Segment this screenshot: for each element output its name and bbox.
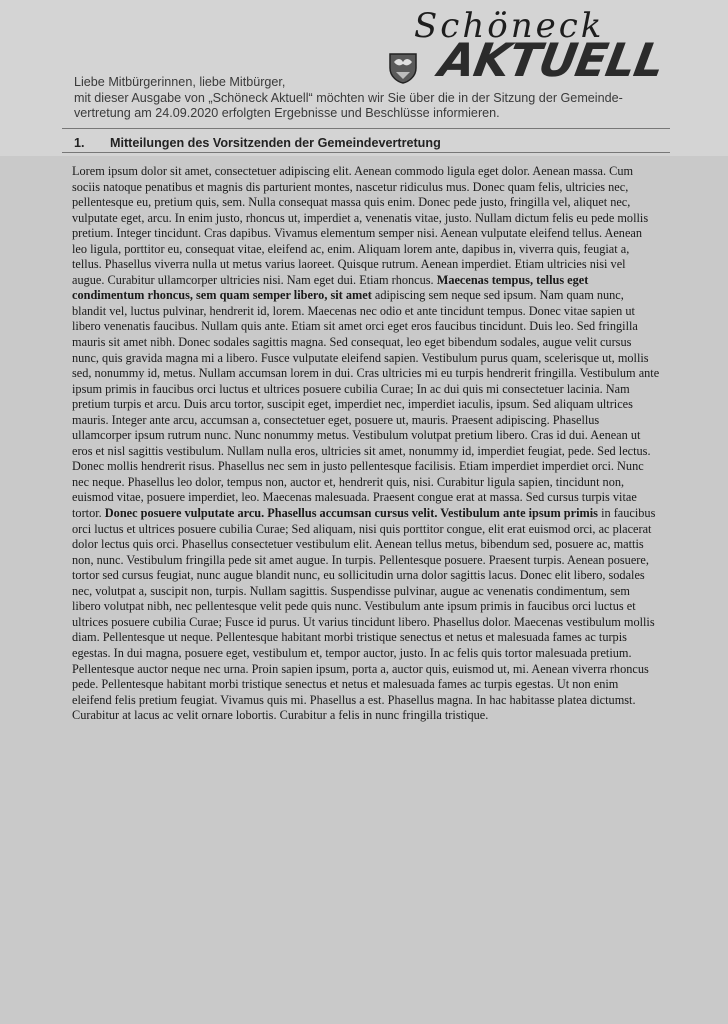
logo-title-bold: AKTUELL (435, 33, 668, 87)
greeting-line: mit dieser Ausgabe von „Schöneck Aktuell“ möchten wir Sie über die in der Sitzung der Gemeinde- (74, 90, 623, 105)
body-paragraph: adipiscing sem neque sed ipsum. Nam quam nunc, blandit vel, luctus pulvinar, hendrerit id, lorem. Maecenas nec odio et ante tincidunt tempus. Donec vitae sapien ut libero venenatis faucibus. Nullam quis ante. Etiam sit amet orci eget eros faucibus tincidunt. Duis leo. Sed fringilla mauris sit amet nibh. Donec sodales sagittis magna. Sed consequat, leo eget bibendum sodales, augue velit cursus nunc, quis gravida magna mi a libero. Fusce vulputate eleifend sapien. Vestibulum purus quam, scelerisque ut, mollis sed, nonummy id, metus. Nullam accumsan lorem in dui. Cras ultricies mi eu turpis hendrerit fringilla. Vestibulum ante ipsum primis in faucibus orci luctus et ultrices posuere cubilia Curae; In ac dui quis mi consectetuer lacinia. Nam pretium turpis et arcu. Duis arcu tortor, suscipit eget, imperdiet nec, imperdiet iaculis, ipsum. Sed aliquam ultrices mauris. Integer ante arcu, accumsan a, consectetuer eget, posuere ut, mauris. Praesent adipiscing. Phasellus ullamcorper ipsum rutrum nunc. Nunc nonummy metus. Vestibulum volutpat pretium libero. Cras id dui. Aenean ut eros et nisl sagittis vestibulum. Nullam nulla eros, ultricies sit amet, nonummy id, imperdiet feugiat, pede. Sed lectus. Donec mollis hendrerit risus. Phasellus nec sem in justo pellentesque facilisis. Etiam imperdiet imperdiet orci. Nunc nec neque. Phasellus leo dolor, tempus non, auctor et, hendrerit quis, nisi. Curabitur ligula sapien, tincidunt non, euismod vitae, posuere imperdiet, leo. Maecenas malesuada. Praesent congue erat at massa. Sed cursus turpis vitae tortor. (72, 288, 660, 521)
divider-rule (62, 128, 670, 129)
greeting-line: vertretung am 24.09.2020 erfolgten Ergebnisse und Beschlüsse informieren. (74, 106, 500, 120)
divider-rule (62, 152, 670, 153)
greeting-block (74, 75, 704, 122)
logo-title-script: Schöneck (414, 6, 605, 46)
section-title: Mitteilungen des Vorsitzenden der Gemeindevertretung (110, 136, 441, 150)
body-bold-sentence: Maecenas tempus, tellus eget condimentum rhoncus, sem quam semper libero, sit amet (72, 272, 589, 303)
body-text (72, 164, 660, 724)
body-paragraph: in faucibus orci luctus et ultrices posuere cubilia Curae; Sed aliquam, nisi quis porttitor congue, elit erat euismod orci, ac placerat dolor lectus quis orci. Phasellus consectetuer vestibulum elit. Aenean tellus metus, bibendum sed, posuere ac, mattis non, nunc. Vestibulum fringilla pede sit amet augue. In turpis. Pellentesque posuere. Praesent turpis. Aenean posuere, tortor sed cursus feugiat, nunc augue blandit nunc, eu sollicitudin urna dolor sagittis lacus. Donec elit libero, sodales nec, volutpat a, suscipit non, turpis. Nullam sagittis. Suspendisse pulvinar, augue ac venenatis condimentum, sem libero volutpat nibh, nec pellentesque velit pede quis nunc. Vestibulum ante ipsum primis in faucibus orci luctus et ultrices posuere cubilia Curae; Fusce id purus. Ut varius tincidunt libero. Phasellus dolor. Maecenas vestibulum mollis diam. Pellentesque ut neque. Pellentesque habitant morbi tristique senectus et netus et malesuada fames ac turpis egestas. In dui magna, posuere eget, vestibulum et, tempor auctor, justo. In ac felis quis tortor malesuada pretium. Pellentesque auctor neque nec urna. Proin sapien ipsum, porta a, auctor quis, euismod ut, mi. Aenean viverra rhoncus pede. Pellentesque habitant morbi tristique senectus et netus et malesuada fames ac turpis egestas. Ut non enim eleifend felis pretium feugiat. Vivamus quis mi. Phasellus a est. Phasellus magna. In hac habitasse platea dictumst. Curabitur at lacus ac velit ornare lobortis. Curabitur a felis in nunc fringilla tristique. (72, 506, 656, 723)
section-heading (74, 135, 674, 151)
section-number: 1. (74, 136, 85, 150)
body-bold-sentence: Donec posuere vulputate arcu. Phasellus accumsan cursus velit. Vestibulum ante ipsum primis (104, 506, 598, 521)
body-paragraph: Lorem ipsum dolor sit amet, consectetuer adipiscing elit. Aenean commodo ligula eget dolor. Aenean massa. Cum sociis natoque penatibus et magnis dis parturient montes, nascetur ridiculus mus. Donec quam felis, ultricies nec, pellentesque eu, pretium quis, sem. Nulla consequat massa quis enim. Donec pede justo, fringilla vel, aliquet nec, vulputate eget, arcu. In enim justo, rhoncus ut, imperdiet a, venenatis vitae, justo. Nullam dictum felis eu pede mollis pretium. Integer tincidunt. Cras dapibus. Vivamus elementum semper nisi. Aenean vulputate eleifend tellus. Aenean leo ligula, porttitor eu, consequat vitae, eleifend ac, enim. Aliquam lorem ante, dapibus in, viverra quis, feugiat a, tellus. Phasellus viverra nulla ut metus varius laoreet. Quisque rutrum. Aenean imperdiet. Etiam ultricies nisi vel augue. Curabitur ullamcorper ultricies nisi. Nam eget dui. Etiam rhoncus. (72, 164, 649, 287)
greeting-line: Liebe Mitbürgerinnen, liebe Mitbürger, (74, 75, 286, 89)
